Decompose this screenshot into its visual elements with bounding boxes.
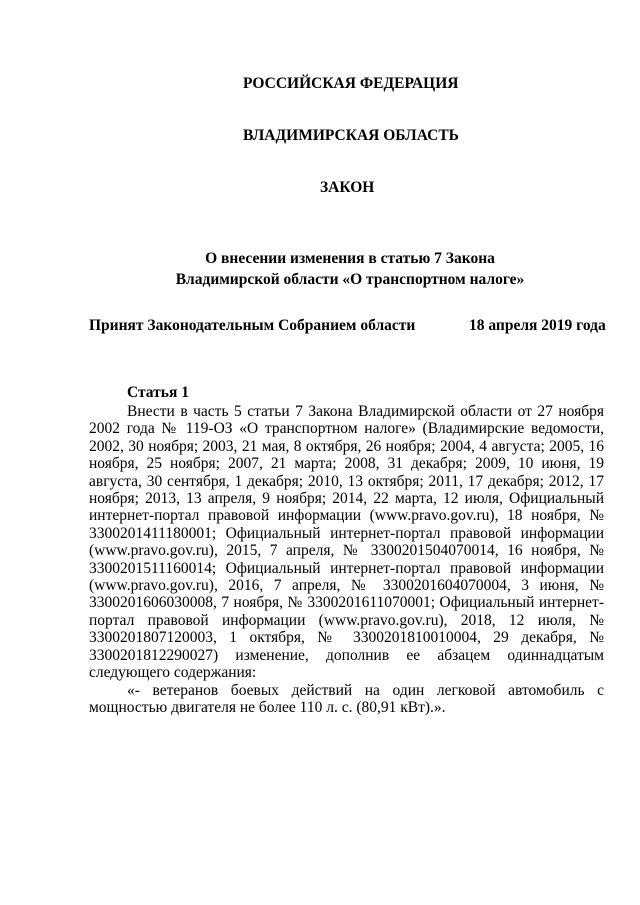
law-title-line-1: О внесении изменения в статью 7 Закона bbox=[205, 250, 495, 267]
law-title-line-2: Владимирской области «О транспортном налоге» bbox=[175, 271, 525, 288]
adopted-by: Принят Законодательным Собранием области bbox=[89, 317, 416, 334]
adoption-date: 18 апреля 2019 года bbox=[469, 317, 606, 334]
federation-heading: РОССИЙСКАЯ ФЕДЕРАЦИЯ bbox=[243, 75, 459, 92]
article-title: Статья 1 bbox=[127, 384, 189, 401]
region-heading: ВЛАДИМИРСКАЯ ОБЛАСТЬ bbox=[243, 127, 459, 144]
article-quote: «- ветеранов боевых действий на один легковой автомобиль с мощностью двигателя не более 110 л. с. (80,91 кВт).». bbox=[89, 682, 604, 717]
article-paragraph: Внести в часть 5 статьи 7 Закона Владимирской области от 27 ноября 2002 года № 119-ОЗ «О транспортном налоге» (Владимирские ведомости, 2002, 30 ноября; 2003, 21 мая, 8 октября, 26 ноября; 2004, 4 августа; 2005, 16 ноября, 25 ноября; 2007, 21 марта; 2008, 31 декабря; 2009, 10 июня, 19 августа, 30 сентября, 1 декабря; 2010, 13 октября; 2011, 17 декабря; 2012, 17 ноября; 2013, 13 апреля, 9 ноября; 2014, 22 марта, 12 июля, Официальный интернет-портал правовой информации (www.pravo.gov.ru), 18 ноября, № 3300201411180001; Официальный интернет-портал правовой информации (www.pravo.gov.ru), 2015, 7 апреля, № 3300201504070014, 16 ноября, № 3300201511160014; Официальный интернет-портал правовой информации (www.pravo.gov.ru), 2016, 7 апреля, № 3300201604070004, 3 июня, № 3300201606030008, 7 ноября, № 3300201611070001; Официальный интернет-портал правовой информации (www.pravo.gov.ru), 2018, 12 июля, № 3300201807120003, 1 октября, № 3300201810010004, 29 декабря, № 3300201812290027) изменение, дополнив ее абзацем одиннадцатым следующего содержания: bbox=[89, 403, 604, 682]
law-heading: ЗАКОН bbox=[320, 179, 375, 196]
law-title bbox=[120, 248, 580, 290]
